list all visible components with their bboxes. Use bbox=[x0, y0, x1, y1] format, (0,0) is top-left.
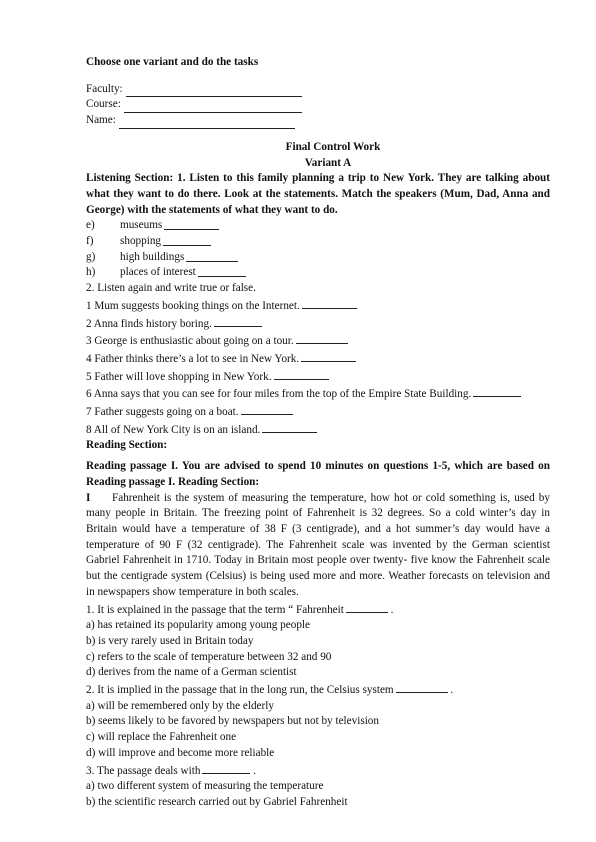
choice[interactable]: b) is very rarely used in Britain today bbox=[86, 634, 254, 647]
statement-row bbox=[86, 368, 550, 386]
statement-text: 1 Mum suggests booking things on the Internet. bbox=[86, 299, 300, 312]
answer-blank[interactable] bbox=[296, 332, 348, 344]
question-stem: 2. It is implied in the passage that in the long run, the Celsius system bbox=[86, 684, 394, 697]
choice[interactable]: b) the scientific research carried out by Gabriel Fahrenheit bbox=[86, 795, 348, 808]
answer-blank[interactable] bbox=[473, 385, 521, 397]
answer-blank[interactable] bbox=[241, 403, 293, 415]
statement-row bbox=[86, 403, 550, 421]
listening-heading: Listening Section: 1. Listen to this family planning a trip to New York. They are talking about what they want to do there. Look at the statements. Match the speakers (Mum, Dad, Anna and George) with the statements of what they want to do. bbox=[86, 172, 550, 216]
variant-label: Variant A bbox=[304, 156, 352, 169]
answer-blank[interactable] bbox=[202, 762, 250, 774]
answer-blank[interactable] bbox=[198, 265, 246, 277]
answer-blank[interactable] bbox=[163, 234, 211, 246]
choice[interactable]: c) will replace the Fahrenheit one bbox=[86, 731, 237, 744]
reading-passage bbox=[86, 491, 550, 601]
statement-row bbox=[86, 350, 550, 368]
choice[interactable]: d) will improve and become more reliable bbox=[86, 746, 275, 759]
statement-row bbox=[86, 315, 550, 333]
statement-text: 5 Father will love shopping in New York. bbox=[86, 370, 272, 383]
statement-text: 7 Father suggests going on a boat. bbox=[86, 406, 239, 419]
question-2: 2. It is implied in the passage that in the long run, the Celsius system . a) will be remembered only by the elderly b) seems likely to be favored by newspapers but not by television c) will replace the Fahrenheit one d) will improve and become more reliable bbox=[86, 681, 550, 762]
option-row bbox=[86, 265, 550, 281]
question-1: 1. It is explained in the passage that the term “ Fahrenheit . a) has retained its popularity among young people b) is very rarely used in Britain today c) refers to the scale of temperature between 32 and 90 d) derives from the name of a German scientist bbox=[86, 601, 550, 682]
statement-row bbox=[86, 297, 550, 315]
question-stem: 1. It is explained in the passage that the term “ Fahrenheit bbox=[86, 603, 344, 616]
name-label: Name: bbox=[86, 114, 116, 127]
course-field[interactable] bbox=[86, 97, 550, 113]
faculty-label: Faculty: bbox=[86, 82, 123, 95]
statement-text: 8 All of New York City is on an island. bbox=[86, 423, 261, 436]
choice[interactable]: c) refers to the scale of temperature between 32 and 90 bbox=[86, 650, 332, 663]
choice[interactable]: a) has retained its popularity among young people bbox=[86, 619, 311, 632]
answer-blank[interactable] bbox=[164, 218, 219, 230]
choice[interactable]: a) will be remembered only by the elderly bbox=[86, 699, 274, 712]
reading-heading: Reading Section: bbox=[86, 439, 168, 452]
option-row bbox=[86, 218, 550, 234]
option-text: shopping bbox=[120, 235, 162, 248]
statement-text: 6 Anna says that you can see for four miles from the top of the Empire State Building. bbox=[86, 388, 472, 401]
task2-heading: 2. Listen again and write true or false. bbox=[86, 282, 256, 295]
question-stem: 3. The passage deals with bbox=[86, 764, 201, 777]
passage-text: Fahrenheit is the system of measuring the temperature, how hot or cold something is, used by many people in Britain. The freezing point of Fahrenheit is 32 degrees. So a cold winter’s day in Britain would have a temperature of 38 F (3 centigrade), and a hot summer’s day would have a temperature of 90 F (32 centigrade). The Fahrenheit scale was invented by the German scientist Gabriel Fahrenheit in 1710. Today in Britain most people over twenty- five know the Fahrenheit scale but the centigrade system (Celsius) is being used more and more. Weather forecasts on television and in newspapers show temperature in both scales. bbox=[86, 491, 550, 598]
faculty-line[interactable] bbox=[126, 84, 302, 97]
doc-title: Final Control Work bbox=[285, 140, 381, 153]
instruction: Choose one variant and do the tasks bbox=[86, 56, 259, 68]
option-text: museums bbox=[120, 219, 163, 232]
question-3: 3. The passage deals with . a) two different system of measuring the temperature b) the scientific research carried out by Gabriel Fahrenheit bbox=[86, 762, 550, 811]
statement-row bbox=[86, 421, 550, 439]
option-row bbox=[86, 234, 550, 250]
passage-number: I bbox=[86, 491, 91, 504]
statement-text: 4 Father thinks there’s a lot to see in New York. bbox=[86, 352, 300, 365]
option-row bbox=[86, 250, 550, 266]
choice[interactable]: b) seems likely to be favored by newspapers but not by television bbox=[86, 715, 379, 728]
answer-blank[interactable] bbox=[186, 250, 238, 262]
answer-blank[interactable] bbox=[274, 368, 329, 380]
option-letter: g) bbox=[86, 250, 96, 263]
answer-blank[interactable] bbox=[214, 315, 262, 327]
answer-blank[interactable] bbox=[346, 601, 388, 613]
answer-blank[interactable] bbox=[262, 421, 317, 433]
name-line[interactable] bbox=[119, 116, 295, 129]
statement-text: 3 George is enthusiastic about going on a tour. bbox=[86, 335, 294, 348]
statement-row bbox=[86, 332, 550, 350]
course-label: Course: bbox=[86, 98, 121, 111]
choice[interactable]: d) derives from the name of a German scientist bbox=[86, 666, 297, 679]
course-line[interactable] bbox=[124, 100, 302, 113]
answer-blank[interactable] bbox=[302, 297, 357, 309]
passage-intro: Reading passage I. You are advised to spend 10 minutes on questions 1-5, which are based on Reading passage I. Reading Section: bbox=[86, 460, 550, 488]
document-page bbox=[86, 55, 550, 811]
option-letter: e) bbox=[86, 219, 95, 232]
name-field[interactable] bbox=[86, 113, 550, 129]
answer-blank[interactable] bbox=[396, 681, 448, 693]
answer-blank[interactable] bbox=[301, 350, 356, 362]
choice[interactable]: a) two different system of measuring the temperature bbox=[86, 780, 324, 793]
statement-row bbox=[86, 385, 550, 403]
faculty-field[interactable] bbox=[86, 82, 550, 98]
statement-text: 2 Anna finds history boring. bbox=[86, 317, 212, 330]
option-letter: f) bbox=[86, 235, 94, 248]
option-text: places of interest bbox=[120, 266, 196, 279]
option-letter: h) bbox=[86, 266, 96, 279]
option-text: high buildings bbox=[120, 250, 185, 263]
